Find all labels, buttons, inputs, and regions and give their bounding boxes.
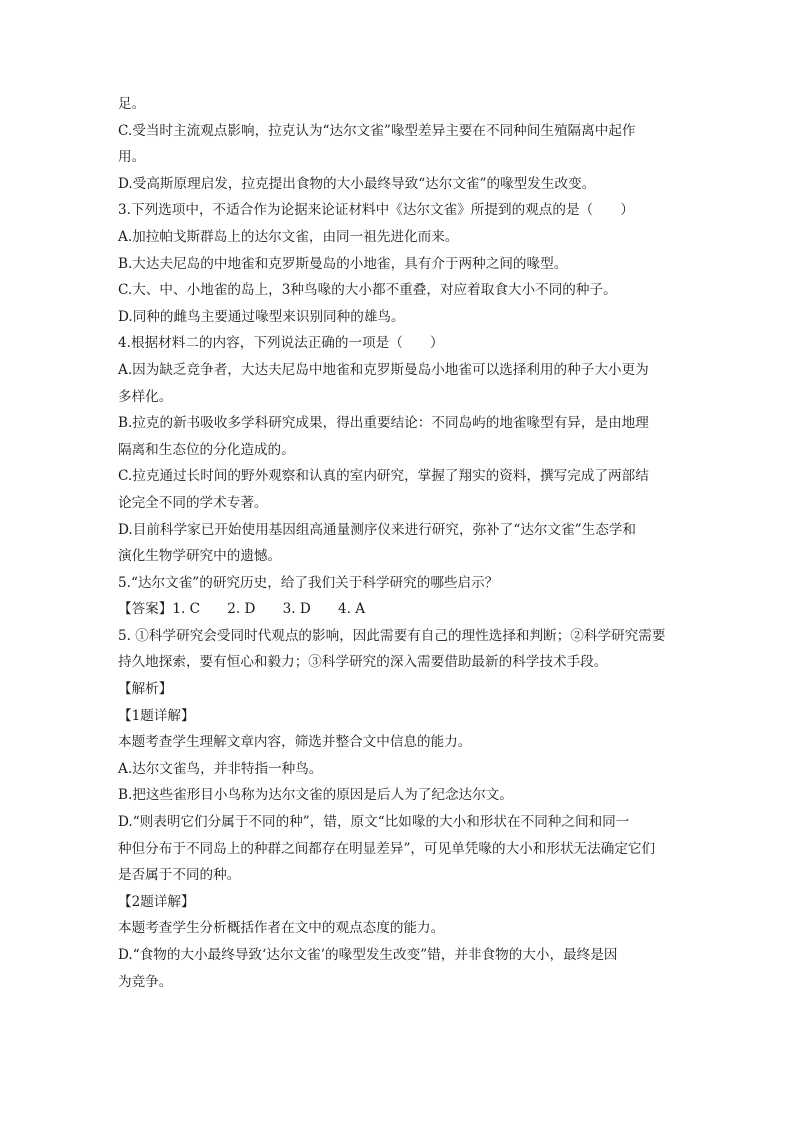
question-3-stem: 3.下列选项中，不适合作为论据来论证材料中《达尔文雀》所提到的观点的是（ ） — [118, 202, 634, 219]
text-line: 为竞争。 — [118, 973, 173, 990]
option-line: 多样化。 — [118, 388, 173, 405]
answer-line: 持久地探索，要有恒心和毅力；③科学研究的深入需要借助最新的科学技术手段。 — [118, 654, 608, 671]
option-line: B.大达夫尼岛的中地雀和克罗斯曼岛的小地雀，具有介于两种之间的喙型。 — [118, 255, 568, 272]
option-line: 论完全不同的学术专著。 — [118, 494, 268, 511]
section-heading: 【2题详解】 — [118, 893, 195, 910]
question-4-stem: 4.根据材料二的内容，下列说法正确的一项是（ ） — [118, 335, 444, 352]
text-line: 本题考查学生分析概括作者在文中的观点态度的能力。 — [118, 920, 445, 937]
text-line: 种但分布于不同岛上的种群之间都存在明显差异”，可见单凭喙的大小和形状无法确定它们 — [118, 840, 656, 857]
option-line: B.拉克的新书吸收多学科研究成果，得出重要结论：不同岛屿的地雀喙型有异，是由地理 — [118, 415, 649, 432]
document-page — [118, 91, 678, 995]
question-5-stem: 5.“达尔文雀”的研究历史，给了我们关于科学研究的哪些启示？ — [118, 574, 499, 591]
option-line: A.因为缺乏竞争者，大达夫尼岛中地雀和克罗斯曼岛小地雀可以选择利用的种子大小更为 — [118, 361, 649, 378]
text-line: 是否属于不同的种。 — [118, 867, 241, 884]
text-line: A.达尔文雀鸟，并非特指一种鸟。 — [118, 760, 323, 777]
text-line: B.把这些雀形目小鸟称为达尔文雀的原因是后人为了纪念达尔文。 — [118, 787, 513, 804]
option-line: D.同种的雌鸟主要通过喙型来识别同种的雄鸟。 — [118, 308, 405, 325]
text-line: 足。 — [118, 96, 146, 112]
text-line: 用。 — [118, 149, 146, 166]
text-line: D.“食物的大小最终导致‘达尔文雀’的喙型发生改变”错，并非食物的大小，最终是因 — [118, 947, 618, 963]
option-line: 隔离和生态位的分化造成的。 — [118, 441, 295, 458]
answer-line: 【答案】1. C 2. D 3. D 4. A — [118, 601, 366, 618]
text-line: D.“则表明它们分属于不同的种”，错，原文“比如喙的大小和形状在不同种之间和同一 — [118, 814, 630, 831]
option-line: C.大、中、小地雀的岛上，3种鸟喙的大小都不重叠，对应着取食大小不同的种子。 — [118, 282, 617, 299]
option-line: C.拉克通过长时间的野外观察和认真的室内研究，掌握了翔实的资料，撰写完成了两部结 — [118, 468, 649, 485]
text-line: C.受当时主流观点影响，拉克认为“达尔文雀”喙型差异主要在不同种间生殖隔离中起作 — [118, 122, 636, 139]
analysis-heading: 【解析】 — [118, 681, 173, 698]
option-line: D.目前科学家已开始使用基因组高通量测序仪来进行研究，弥补了“达尔文雀”生态学和 — [118, 521, 637, 538]
option-line: 演化生物学研究中的遗憾。 — [118, 548, 282, 565]
section-heading: 【1题详解】 — [118, 707, 195, 724]
option-line: A.加拉帕戈斯群岛上的达尔文雀，由同一祖先进化而来。 — [118, 228, 459, 245]
text-line: D.受高斯原理启发，拉克提出食物的大小最终导致“达尔文雀”的喙型发生改变。 — [118, 175, 596, 192]
text-line: 本题考查学生理解文章内容，筛选并整合文中信息的能力。 — [118, 734, 472, 751]
answer-line: 5. ①科学研究会受同时代观点的影响，因此需要有自己的理性选择和判断；②科学研究需要 — [118, 627, 666, 644]
